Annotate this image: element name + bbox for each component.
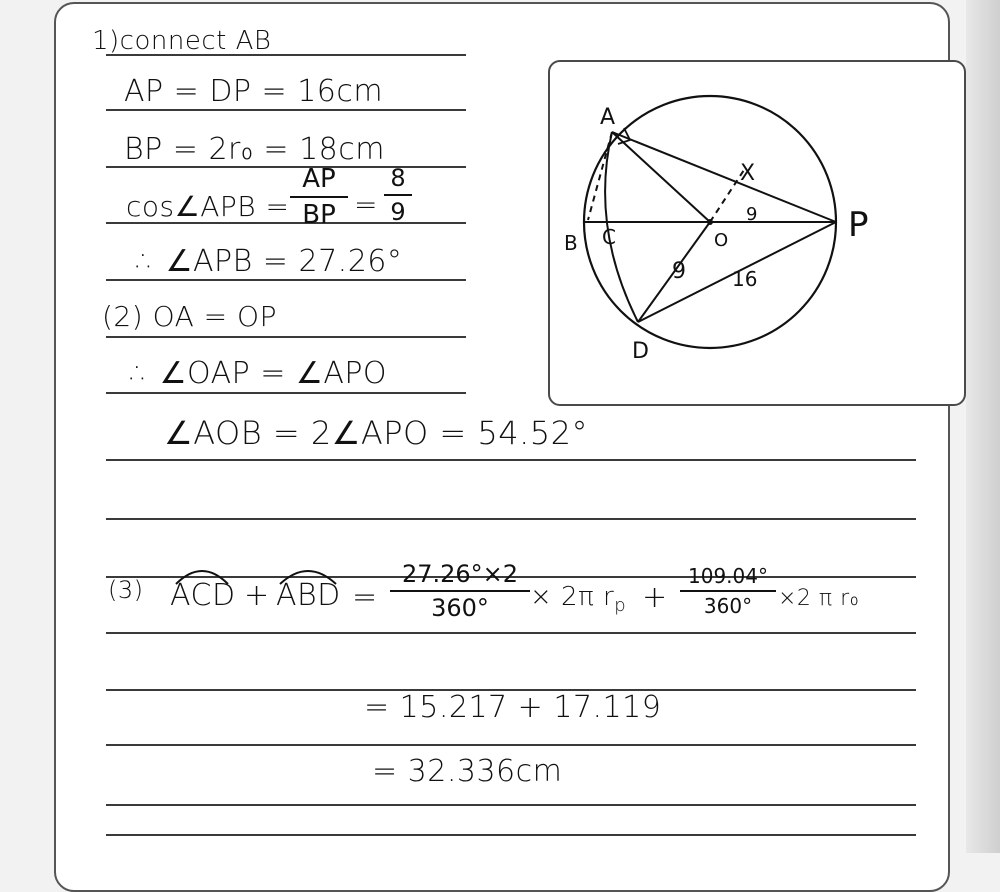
part3-fraction-2 [680, 564, 776, 618]
label-x: X [740, 161, 756, 186]
fraction-denominator: 9 [390, 198, 406, 226]
label-c: C [602, 225, 616, 249]
label-a: A [600, 105, 616, 130]
part3-plus: + [244, 578, 270, 613]
label-d: D [632, 339, 649, 364]
notebook-page [54, 2, 950, 892]
ruled-line [106, 109, 466, 111]
part1-ap-dp: AP = DP = 16cm [124, 74, 384, 109]
part3-equals: = [352, 580, 378, 615]
part1-cos-lhs: cos∠APB = [126, 190, 290, 223]
part3-times-2pi-r0: ×2 π r₀ [778, 586, 860, 611]
part1-angle-apb: ∴ ∠APB = 27.26° [136, 244, 403, 279]
fraction-denominator: 360° [703, 594, 753, 618]
part3-mid-text: × 2π r [530, 582, 615, 612]
fraction-bar [390, 590, 530, 592]
ruled-line [106, 632, 916, 634]
label-seg-dp: 16 [732, 267, 758, 291]
label-o: O [714, 230, 729, 251]
fraction-bar [384, 194, 412, 196]
fraction-numerator: 8 [390, 164, 406, 192]
label-b: B [564, 231, 578, 255]
label-p: P [848, 205, 869, 245]
circle-diagram [550, 62, 964, 404]
part3-arc-acd: ACD [170, 578, 236, 613]
part3-label: (3) [108, 576, 144, 604]
ruled-line [106, 336, 466, 338]
fraction-denominator: 360° [431, 594, 489, 622]
fraction-bar [290, 196, 348, 198]
ruled-line [106, 279, 466, 281]
part3-result: = 32.336cm [372, 754, 563, 789]
ruled-line [106, 834, 916, 836]
part3-plus-2: + [642, 580, 668, 615]
part1-cos-value-fraction [384, 164, 412, 226]
part2-angles-equal: ∴ ∠OAP = ∠APO [130, 356, 388, 391]
ruled-line [106, 392, 466, 394]
segment-ao [612, 132, 710, 222]
fraction-bar [680, 590, 776, 592]
part3-times-2pi-rp [530, 582, 626, 616]
part3-mid-subscript: p [614, 595, 627, 617]
ruled-line [106, 744, 916, 746]
part3-fraction-1 [390, 560, 530, 622]
label-seg-ox: 9 [746, 204, 758, 225]
segment-ap [612, 132, 836, 222]
centre-dot-o [707, 219, 713, 225]
ruled-line [106, 518, 916, 520]
part1-cos-fraction [290, 164, 348, 230]
fraction-numerator: 27.26°×2 [401, 560, 519, 588]
fraction-denominator: BP [302, 200, 336, 230]
part1-heading: 1)connect AB [92, 26, 272, 56]
geometry-figure-box [548, 60, 966, 406]
part2-oa-op: (2) OA = OP [102, 300, 277, 333]
ruled-line [106, 804, 916, 806]
fraction-numerator: AP [302, 164, 336, 194]
page-edge-shadow [966, 0, 1000, 853]
label-seg-od: 9 [672, 259, 686, 284]
part3-sum-values: = 15.217 + 17.119 [364, 690, 662, 725]
ruled-line [106, 459, 916, 461]
part3-arc-abd: ABD [276, 578, 341, 613]
fraction-numerator: 109.04° [688, 564, 768, 588]
part1-cos-eq: = [354, 188, 378, 221]
part2-angle-aob: ∠AOB = 2∠APO = 54.52° [164, 414, 588, 452]
part1-bp: BP = 2r₀ = 18cm [124, 132, 385, 167]
